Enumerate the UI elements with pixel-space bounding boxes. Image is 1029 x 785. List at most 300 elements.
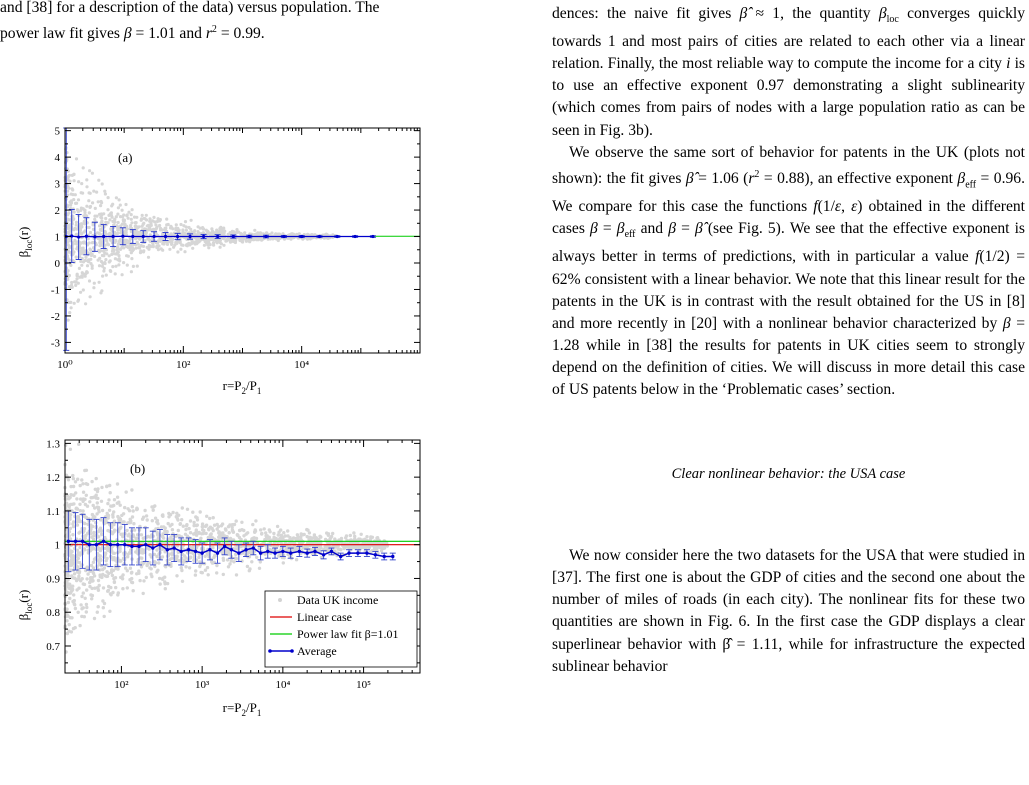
scatter-point <box>110 253 113 256</box>
scatter-point <box>113 580 116 583</box>
scatter-point <box>89 205 92 208</box>
scatter-point <box>223 230 226 233</box>
scatter-point <box>72 477 75 480</box>
scatter-point <box>254 529 257 532</box>
scatter-point <box>193 558 196 561</box>
scatter-point <box>92 561 95 564</box>
scatter-point <box>324 538 327 541</box>
scatter-point <box>188 566 191 569</box>
scatter-point <box>123 220 126 223</box>
scatter-point <box>126 507 129 510</box>
scatter-point <box>84 256 87 259</box>
scatter-point <box>180 243 183 246</box>
scatter-point <box>142 516 145 519</box>
scatter-point <box>90 536 93 539</box>
scatter-point <box>88 581 91 584</box>
scatter-point <box>105 557 108 560</box>
scatter-point <box>131 515 134 518</box>
scatter-point <box>268 530 271 533</box>
scatter-point <box>158 577 161 580</box>
average-point <box>142 235 145 238</box>
scatter-point <box>76 570 79 573</box>
scatter-point <box>68 516 71 519</box>
scatter-point <box>129 567 132 570</box>
scatter-point <box>123 506 126 509</box>
scatter-point <box>79 241 82 244</box>
scatter-point <box>263 527 266 530</box>
scatter-point <box>250 537 253 540</box>
legend-label: Linear case <box>297 610 352 624</box>
scatter-point <box>160 237 163 240</box>
scatter-point <box>90 480 93 483</box>
scatter-point <box>113 552 116 555</box>
scatter-point <box>111 574 114 577</box>
scatter-point <box>315 536 318 539</box>
scatter-point <box>93 617 96 620</box>
scatter-point <box>330 535 333 538</box>
scatter-point <box>147 256 150 259</box>
average-point <box>194 550 197 553</box>
scatter-point <box>109 586 112 589</box>
scatter-point <box>90 254 93 257</box>
scatter-point <box>186 508 189 511</box>
x-tick-label: 10³ <box>194 679 210 691</box>
scatter-point <box>194 242 197 245</box>
scatter-point <box>296 535 299 538</box>
scatter-point <box>231 523 234 526</box>
scatter-point <box>160 548 163 551</box>
scatter-point <box>121 273 124 276</box>
scatter-point <box>136 265 139 268</box>
scatter-point <box>80 615 83 618</box>
scatter-point <box>265 231 268 234</box>
scatter-point <box>167 515 170 518</box>
scatter-point <box>86 572 89 575</box>
scatter-point <box>349 534 352 537</box>
scatter-point <box>100 500 103 503</box>
scatter-point <box>113 498 116 501</box>
scatter-point <box>130 213 133 216</box>
scatter-point <box>72 593 75 596</box>
scatter-point <box>161 578 164 581</box>
average-point <box>77 235 80 238</box>
scatter-point <box>197 556 200 559</box>
scatter-point <box>67 175 70 178</box>
scatter-point <box>151 219 154 222</box>
average-point <box>281 550 284 553</box>
scatter-point <box>121 215 124 218</box>
scatter-point <box>73 603 76 606</box>
scatter-point <box>97 200 100 203</box>
scatter-point <box>111 220 114 223</box>
scatter-point <box>107 572 110 575</box>
scatter-point <box>218 227 221 230</box>
scatter-point <box>86 264 89 267</box>
scatter-point <box>117 591 120 594</box>
scatter-point <box>142 249 145 252</box>
scatter-point <box>155 570 158 573</box>
scatter-point <box>224 240 227 243</box>
scatter-point <box>107 196 110 199</box>
scatter-point <box>74 491 77 494</box>
scatter-point <box>80 563 83 566</box>
scatter-point <box>280 535 283 538</box>
scatter-point <box>126 586 129 589</box>
scatter-point <box>199 510 202 513</box>
scatter-point <box>84 214 87 217</box>
scatter-point <box>376 538 379 541</box>
scatter-point <box>90 587 93 590</box>
scatter-point <box>66 504 69 507</box>
scatter-point <box>130 571 133 574</box>
scatter-point <box>81 271 84 274</box>
scatter-point <box>277 239 280 242</box>
scatter-point <box>92 190 95 193</box>
average-point <box>111 235 114 238</box>
scatter-point <box>242 529 245 532</box>
scatter-point <box>98 584 101 587</box>
scatter-point <box>181 580 184 583</box>
scatter-point <box>89 295 92 298</box>
scatter-point <box>84 242 87 245</box>
scatter-point <box>255 233 258 236</box>
scatter-point <box>75 497 78 500</box>
scatter-point <box>295 558 298 561</box>
scatter-point <box>176 250 179 253</box>
scatter-point <box>195 534 198 537</box>
scatter-point <box>100 547 103 550</box>
scatter-point <box>140 244 143 247</box>
scatter-point <box>177 559 180 562</box>
scatter-point <box>157 217 160 220</box>
scatter-point <box>236 231 239 234</box>
scatter-point <box>145 576 148 579</box>
scatter-point <box>135 572 138 575</box>
scatter-point <box>222 244 225 247</box>
scatter-point <box>219 246 222 249</box>
scatter-point <box>164 531 167 534</box>
scatter-point <box>143 509 146 512</box>
svg-text:βloc(r): $\beta_{loc}(r)$ <box>16 226 34 258</box>
scatter-point <box>122 512 125 515</box>
scatter-point <box>92 504 95 507</box>
scatter-point <box>100 260 103 263</box>
scatter-point <box>70 589 73 592</box>
scatter-point <box>75 277 78 280</box>
scatter-point <box>138 579 141 582</box>
scatter-point <box>85 610 88 613</box>
scatter-point <box>114 272 117 275</box>
scatter-point <box>76 208 79 211</box>
average-point <box>266 550 269 553</box>
scatter-point <box>69 527 72 530</box>
scatter-point <box>100 533 103 536</box>
scatter-point <box>272 532 275 535</box>
legend-marker-data <box>278 598 282 602</box>
scatter-point <box>71 222 74 225</box>
scatter-point <box>98 281 101 284</box>
scatter-point <box>130 488 133 491</box>
scatter-point <box>107 498 110 501</box>
scatter-point <box>132 589 135 592</box>
legend-marker-point <box>268 649 272 653</box>
scatter-point <box>306 529 309 532</box>
scatter-point <box>142 592 145 595</box>
scatter-point <box>192 524 195 527</box>
scatter-point <box>138 238 141 241</box>
paragraph-2: We observe the same sort of behavior for patents in the UK (plots not shown): the fit gives β̂ = 1.06 $(r^2 = 0.88)$, an effective exponent $\beta_{eff} = 0.96$. We compare for this case the functions f(1/ε, ε) obtained in the different cases $\beta = \beta_{eff}$ and β = β̂ (see Fig. 5). We see that the effective exponent is always better in terms of predictions, with in particular a value f(1/2) = 62% consistent with a linear behavior. We note that this linear result for the patents in the UK is in contrast with the result obtained for the US in [8] and more recently in [20] with a nonlinear behavior characterized by β = 1.28 while in [38] the results for patents in UK cities seem to strongly depend on the definition of cities. We will discuss in more detail this case of US patents below in the ‘Problematic cases’ section. <box>552 143 1025 399</box>
scatter-point <box>345 534 348 537</box>
scatter-point <box>103 251 106 254</box>
average-point <box>382 555 385 558</box>
average-point <box>336 235 339 238</box>
scatter-point <box>109 504 112 507</box>
scatter-point <box>170 226 173 229</box>
scatter-point <box>125 490 128 493</box>
average-point <box>244 548 247 551</box>
average-point <box>264 235 267 238</box>
panel-a-scatter <box>63 146 338 322</box>
scatter-point <box>108 509 111 512</box>
scatter-point <box>129 520 132 523</box>
average-point <box>187 548 190 551</box>
scatter-point <box>228 562 231 565</box>
average-point <box>330 550 333 553</box>
average-point <box>347 551 350 554</box>
scatter-point <box>164 227 167 230</box>
scatter-point <box>92 286 95 289</box>
scatter-point <box>107 221 110 224</box>
scatter-point <box>85 603 88 606</box>
scatter-point <box>95 215 98 218</box>
scatter-point <box>76 274 79 277</box>
scatter-point <box>72 525 75 528</box>
scatter-point <box>117 206 120 209</box>
scatter-point <box>155 520 158 523</box>
scatter-point <box>83 498 86 501</box>
scatter-point <box>170 552 173 555</box>
y-tick-label: 1 <box>54 539 60 552</box>
scatter-point <box>92 547 95 550</box>
scatter-point <box>111 558 114 561</box>
scatter-point <box>131 208 134 211</box>
scatter-point <box>187 527 190 530</box>
scatter-point <box>85 516 88 519</box>
average-point <box>365 551 368 554</box>
scatter-point <box>188 243 191 246</box>
y-tick-label: 3 <box>54 178 60 191</box>
scatter-point <box>210 560 213 563</box>
panel-a-label: (a) <box>118 150 133 165</box>
scatter-point <box>96 587 99 590</box>
panel-b-legend <box>265 591 417 667</box>
scatter-point <box>109 547 112 550</box>
scatter-point <box>91 594 94 597</box>
scatter-point <box>132 265 135 268</box>
scatter-point <box>217 531 220 534</box>
scatter-point <box>191 247 194 250</box>
body-text-right-column <box>552 3 1025 678</box>
scatter-point <box>140 533 143 536</box>
scatter-point <box>92 531 95 534</box>
scatter-point <box>196 518 199 521</box>
scatter-point <box>87 260 90 263</box>
scatter-point <box>71 600 74 603</box>
scatter-point <box>132 509 135 512</box>
scatter-point <box>101 182 104 185</box>
scatter-point <box>67 224 70 227</box>
scatter-point <box>67 319 70 322</box>
section-heading: Clear nonlinear behavior: the USA case <box>671 466 906 483</box>
y-tick-label: 1.2 <box>46 472 60 485</box>
legend-label: Average <box>297 644 337 658</box>
scatter-point <box>146 518 149 521</box>
scatter-point <box>213 524 216 527</box>
scatter-point <box>111 265 114 268</box>
scatter-point <box>162 525 165 528</box>
scatter-point <box>124 203 127 206</box>
scatter-point <box>88 191 91 194</box>
scatter-point <box>259 528 262 531</box>
scatter-point <box>184 556 187 559</box>
scatter-point <box>104 192 107 195</box>
scatter-point <box>142 579 145 582</box>
average-point <box>300 235 303 238</box>
scatter-point <box>112 569 115 572</box>
average-point <box>158 543 161 546</box>
scatter-point <box>221 522 224 525</box>
scatter-point <box>96 611 99 614</box>
scatter-point <box>88 211 91 214</box>
scatter-point <box>117 243 120 246</box>
scatter-point <box>301 533 304 536</box>
scatter-point <box>75 588 78 591</box>
scatter-point <box>239 538 242 541</box>
scatter-point <box>167 223 170 226</box>
scatter-point <box>72 228 75 231</box>
scatter-point <box>119 504 122 507</box>
scatter-point <box>135 221 138 224</box>
average-point <box>102 235 105 238</box>
scatter-point <box>100 201 103 204</box>
scatter-point <box>222 557 225 560</box>
scatter-point <box>106 208 109 211</box>
scatter-point <box>78 267 81 270</box>
scatter-point <box>111 250 114 253</box>
scatter-point <box>68 597 71 600</box>
scatter-point <box>124 230 127 233</box>
scatter-point <box>66 613 69 616</box>
scatter-point <box>69 448 72 451</box>
x-tick-label: 10² <box>114 679 129 691</box>
average-point <box>164 235 167 238</box>
scatter-point <box>85 577 88 580</box>
scatter-point <box>109 491 112 494</box>
scatter-point <box>85 205 88 208</box>
average-point <box>200 551 203 554</box>
average-point <box>208 548 211 551</box>
scatter-point <box>115 196 118 199</box>
scatter-point <box>102 269 105 272</box>
scatter-point <box>154 561 157 564</box>
scatter-point <box>209 243 212 246</box>
scatter-point <box>132 522 135 525</box>
scatter-point <box>121 577 124 580</box>
panel-a-x-axis-label: $r=P_2/P_1$ <box>222 378 262 396</box>
scatter-point <box>96 497 99 500</box>
scatter-point <box>164 587 167 590</box>
average-point <box>356 551 359 554</box>
scatter-point <box>118 527 121 530</box>
scatter-point <box>91 267 94 270</box>
scatter-point <box>207 246 210 249</box>
scatter-point <box>109 259 112 262</box>
scatter-point <box>69 493 72 496</box>
scatter-point <box>189 556 192 559</box>
scatter-point <box>68 311 71 314</box>
scatter-point <box>288 233 291 236</box>
average-point <box>102 540 105 543</box>
scatter-point <box>240 559 243 562</box>
scatter-point <box>204 569 207 572</box>
average-point <box>232 235 235 238</box>
legend-marker-point <box>290 649 294 653</box>
scatter-point <box>133 216 136 219</box>
scatter-point <box>282 561 285 564</box>
scatter-point <box>75 247 78 250</box>
scatter-point <box>79 229 82 232</box>
scatter-point <box>209 534 212 537</box>
scatter-point <box>116 213 119 216</box>
scatter-point <box>65 252 68 255</box>
scatter-point <box>70 558 73 561</box>
scatter-point <box>253 229 256 232</box>
average-point <box>123 543 126 546</box>
scatter-point <box>140 217 143 220</box>
scatter-point <box>190 219 193 222</box>
scatter-point <box>205 241 208 244</box>
scatter-point <box>116 225 119 228</box>
scatter-point <box>77 557 80 560</box>
scatter-point <box>238 529 241 532</box>
scatter-point <box>76 523 79 526</box>
y-tick-label: 1 <box>54 231 60 244</box>
scatter-point <box>73 302 76 305</box>
average-point <box>313 550 316 553</box>
scatter-point <box>161 242 164 245</box>
scatter-point <box>117 263 120 266</box>
scatter-point <box>182 525 185 528</box>
scatter-point <box>83 583 86 586</box>
scatter-point <box>175 555 178 558</box>
scatter-point <box>94 207 97 210</box>
y-tick-label: 2 <box>54 205 60 218</box>
scatter-point <box>365 535 368 538</box>
scatter-point <box>90 597 93 600</box>
scatter-point <box>88 279 91 282</box>
scatter-point <box>208 238 211 241</box>
scatter-point <box>83 251 86 254</box>
scatter-point <box>141 225 144 228</box>
average-point <box>322 553 325 556</box>
scatter-point <box>83 209 86 212</box>
average-point <box>230 548 233 551</box>
scatter-point <box>111 203 114 206</box>
scatter-point <box>75 241 78 244</box>
scatter-point <box>246 565 249 568</box>
scatter-point <box>166 582 169 585</box>
scatter-point <box>87 199 90 202</box>
